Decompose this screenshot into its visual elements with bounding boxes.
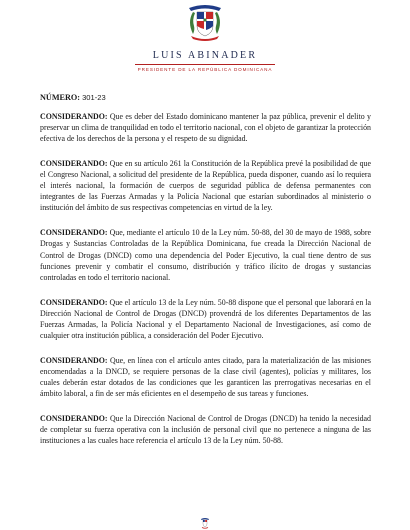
- decree-body: [40, 111, 371, 460]
- considerando-text: Que, mediante el artículo 10 de la Ley núm. 50-88, del 30 de mayo de 1988, sobre Drogas y Sustancias Controladas de la República Dominicana, fue creada la Dirección Nacional de Control de Drogas (DNCD) como una dependencia del Poder Ejecutivo, la cual tiene dentro de sus funciones prevenir y combatir el consumo, distribución y tráfico ilícito de drogas y sustancias controladas en todo el territorio nacional.: [40, 228, 371, 282]
- considerando-paragraph: [40, 355, 371, 399]
- header-divider: [135, 64, 275, 65]
- considerando-label: CONSIDERANDO:: [40, 355, 108, 365]
- considerando-text: Que la Dirección Nacional de Control de Drogas (DNCD) ha tenido la necesidad de completar su fuerza operativa con la inclusión de personal civil que no pertenece a ninguna de las instituciones a las cuales hace referencia el artículo 13 de la Ley núm. 50-88.: [40, 413, 371, 446]
- decree-number-label: NÚMERO:: [40, 93, 81, 102]
- president-name: LUIS ABINADER: [152, 50, 258, 61]
- considerando-label: CONSIDERANDO:: [40, 228, 108, 238]
- considerando-text: Que el artículo 13 de la Ley núm. 50-88 dispone que el personal que laborará en la Dirección Nacional de Control de Drogas (DNCD) provendrá de los diferentes Departamentos de las Fuerzas Armadas, la Policía Nacional y el Departamento Nacional de Investigaciones, así como de cualquier otra institución pública, a consideración del Poder Ejecutivo.: [40, 297, 371, 340]
- coat-of-arms-small-icon: [199, 517, 211, 529]
- decree-number-value: 301-23: [82, 93, 106, 102]
- coat-of-arms-icon: [183, 2, 227, 42]
- considerando-paragraph: [40, 158, 371, 213]
- considerando-label: CONSIDERANDO:: [40, 112, 108, 121]
- considerando-paragraph: [40, 413, 371, 446]
- considerando-text: Que en su artículo 261 la Constitución de la República prevé la posibilidad de que el Congreso Nacional, a solicitud del presidente de la República, pueda disponer, cuando así lo requiera el interés nacional, la formación de cuerpos de seguridad pública de defensa permanentes con integrantes de las Fuerzas Armadas y la Policía Nacional que estarían subordinados al ministerio o institución del ámbito de sus respectivas competencias en virtud de la ley.: [40, 159, 371, 213]
- considerando-paragraph: [40, 297, 371, 341]
- considerando-paragraph: [40, 111, 371, 144]
- considerando-label: CONSIDERANDO:: [40, 413, 108, 423]
- considerando-text: Que es deber del Estado dominicano mantener la paz pública, prevenir el delito y preservar un clima de tranquilidad en todo el territorio nacional, con el objeto de garantizar la protección efectiva de los derechos de la persona y el respeto de su dignidad.: [40, 112, 371, 144]
- considerando-label: CONSIDERANDO:: [40, 159, 108, 169]
- considerando-paragraph: [40, 227, 371, 282]
- considerando-label: CONSIDERANDO:: [40, 297, 108, 307]
- considerando-text: Que, en línea con el artículo antes citado, para la materialización de las misiones encomendadas a la DNCD, se requiere personas de la clase civil (agentes), policías y militares, los cuales deberán estar dotados de las condiciones que les garanticen las prerrogativas necesarias en el ámbito laboral, a fin de ser más eficientes en el desempeño de sus tareas y funciones.: [40, 355, 371, 399]
- president-title: PRESIDENTE DE LA REPÚBLICA DOMINICANA: [137, 67, 273, 72]
- decree-number: [40, 93, 106, 102]
